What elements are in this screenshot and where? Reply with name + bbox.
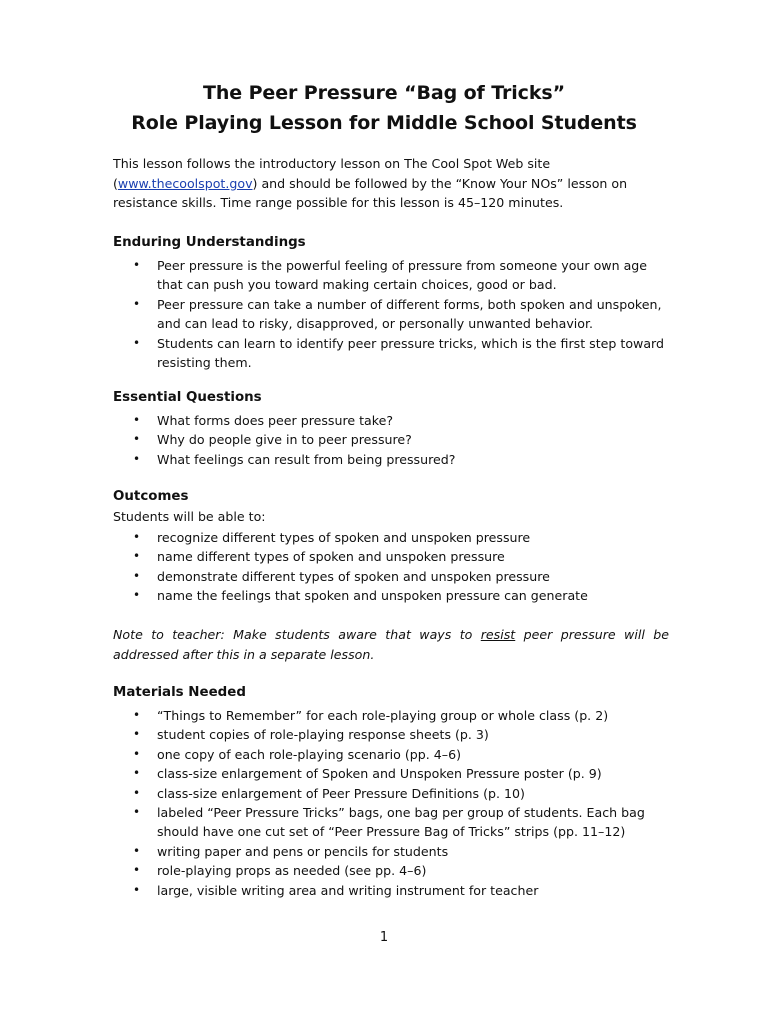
- list-item: • What forms does peer pressure take?: [113, 411, 673, 430]
- outcomes-lead: Students will be able to:: [113, 509, 266, 524]
- list-item: • recognize different types of spoken and unspoken pressure: [113, 528, 673, 547]
- list-item: • Students can learn to identify peer pressure tricks, which is the first step toward resisting them.: [133, 335, 665, 371]
- page-number: 1: [379, 930, 389, 945]
- document-title: The Peer Pressure “Bag of Tricks”: [203, 82, 565, 104]
- bullet-icon: •: [133, 746, 141, 761]
- intro-text-end: ) and should be followed by the “Know Your NOs” lesson on resistance skills. Time range possible for this lesson is 45–120 minutes.: [113, 175, 628, 210]
- outcomes-list: [113, 528, 673, 606]
- list-item: • “Things to Remember” for each role-playing group or whole class (p. 2): [113, 706, 673, 725]
- bullet-icon: •: [133, 451, 141, 466]
- bullet-icon: •: [133, 805, 141, 820]
- questions-list: [113, 411, 673, 469]
- list-item: • Why do people give in to peer pressure?: [113, 430, 673, 449]
- list-item: • role-playing props as needed (see pp. 4–6): [113, 861, 673, 880]
- bullet-icon: •: [133, 568, 141, 583]
- resist-underlined: resist: [480, 627, 516, 642]
- bullet-icon: •: [133, 258, 141, 272]
- list-item: • writing paper and pens or pencils for students: [113, 842, 673, 861]
- intro-text-start: This lesson follows the introductory lesson on The Cool Spot Web site (: [113, 156, 551, 191]
- bullet-icon: •: [133, 530, 141, 544]
- list-item: • class-size enlargement of Spoken and Unspoken Pressure poster (p. 9): [113, 764, 673, 783]
- enduring-heading: Enduring Understandings: [113, 235, 306, 250]
- bullet-icon: •: [133, 549, 141, 564]
- list-item: • labeled “Peer Pressure Tricks” bags, one bag per group of students. Each bag should have one cut set of “Peer Pressure Bag of Tricks” strips (pp. 11–12): [133, 805, 645, 840]
- teacher-note: Note to teacher: Make students aware that ways to resist peer pressure will be addressed after this in a separate lesson.: [113, 627, 669, 662]
- materials-list: [113, 706, 673, 900]
- bullet-icon: •: [133, 335, 141, 350]
- bullet-icon: •: [133, 785, 141, 800]
- list-item: • Peer pressure is the powerful feeling of pressure from someone your own age that can push you toward making certain choices, good or bad.: [133, 258, 648, 293]
- list-item: • Peer pressure can take a number of different forms, both spoken and unspoken, and can lead to risky, disapproved, or personally unwanted behavior.: [133, 296, 662, 332]
- intro-paragraph: [113, 154, 673, 213]
- bullet-icon: •: [133, 727, 141, 742]
- bullet-icon: •: [133, 843, 141, 858]
- coolspot-link[interactable]: www.thecoolspot.gov: [117, 175, 253, 191]
- list-item: • name different types of spoken and unspoken pressure: [113, 547, 673, 566]
- list-item: • class-size enlargement of Peer Pressure Definitions (p. 10): [113, 784, 673, 803]
- list-item: • large, visible writing area and writing instrument for teacher: [113, 881, 673, 900]
- bullet-icon: •: [133, 863, 141, 878]
- document-subtitle: Role Playing Lesson for Middle School Students: [131, 112, 637, 134]
- outcomes-heading: Outcomes: [113, 489, 189, 504]
- bullet-icon: •: [133, 296, 141, 311]
- bullet-icon: •: [133, 432, 141, 447]
- list-item: • demonstrate different types of spoken and unspoken pressure: [113, 567, 673, 586]
- enduring-list: [113, 256, 673, 372]
- bullet-icon: •: [133, 588, 141, 603]
- bullet-icon: •: [133, 766, 141, 781]
- materials-heading: Materials Needed: [113, 685, 246, 700]
- bullet-icon: •: [133, 882, 141, 897]
- list-item: • What feelings can result from being pressured?: [113, 450, 673, 469]
- bullet-icon: •: [133, 708, 141, 722]
- bullet-icon: •: [133, 413, 141, 427]
- list-item: • one copy of each role-playing scenario (pp. 4–6): [113, 745, 673, 764]
- questions-heading: Essential Questions: [113, 390, 262, 405]
- list-item: • name the feelings that spoken and unspoken pressure can generate: [113, 586, 673, 605]
- list-item: • student copies of role-playing response sheets (p. 3): [113, 725, 673, 744]
